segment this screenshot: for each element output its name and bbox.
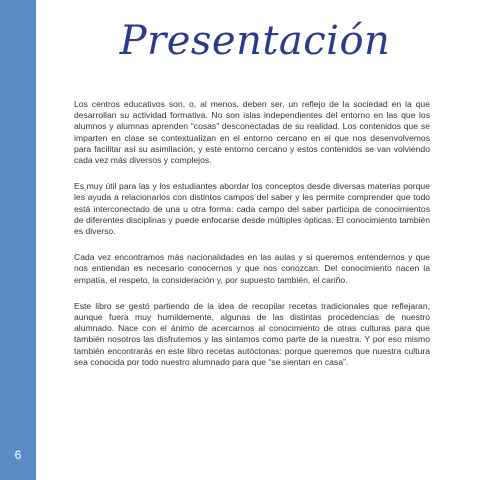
paragraph-1: Los centros educativos son, o, al menos, deben ser, un reflejo de la sociedad en la que desarrollan su actividad formativa. No son islas independientes del entorno en las que los alumnos y alumnas aprenden “cosas” desconectadas de su realidad. Los contenidos que se imparten en clase se contextualizan en el entorno cercano en el que nos desenvolvemos para facilitar así su asimilación, y este entorno cercano y estos contenidos se van volviendo cada vez más diversos y complejos. — [74, 99, 430, 166]
paragraph-3: Cada vez encontramos más nacionalidades en las aulas y si queremos entendernos y que nos entiendan es necesario conocernos y que nos conozcan. Del conocimiento nacen la empatía, el respeto, la consideración y, por supuesto también, el cariño. — [74, 252, 430, 285]
paragraph-4: Este libro se gestó partiendo de la idea de recopilar recetas tradicionales que reflejaran, aunque fuera muy humildemente, algunas de las distintas procedencias de nuestro alumnado. Nace con el ánimo de acercarnos al conocimiento de otras culturas para que también nosotros las disfrutemos y las sintamos como parte de la nuestra. Y por eso mismo también encontrarás en este libro recetas autóctonas: porque queremos que nuestra cultura sea conocida por todo nuestro alumnado para que “se sientan en casa”. — [74, 300, 430, 367]
paragraph-2: Es muy útil para las y los estudiantes abordar los conceptos desde diversas materias porque les ayuda a relacionarlos con distintos campos del saber y les permite comprender que todo está interconectado de una u otra forma: cada campo del saber participa de conocimientos de diferentes disciplinas y puede enfocarse desde múltiples ópticas. El conocimiento también es diverso. — [74, 181, 430, 237]
page-title: Presentación — [119, 18, 391, 64]
side-color-bar — [0, 0, 36, 480]
page-number: 6 — [14, 448, 22, 462]
body-text — [74, 99, 430, 383]
